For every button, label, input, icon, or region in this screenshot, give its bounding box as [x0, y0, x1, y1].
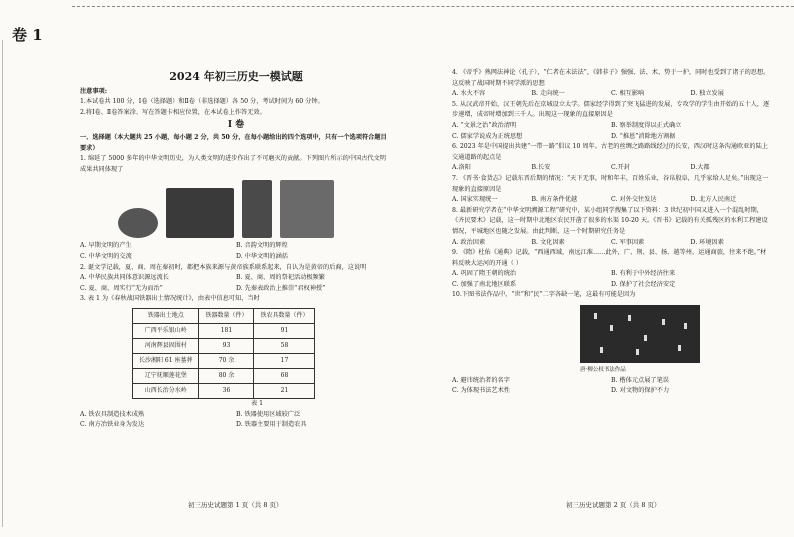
option[interactable]: C.开封: [611, 164, 630, 172]
table-cell: 68: [254, 368, 315, 383]
question-5-options: [452, 121, 770, 142]
option[interactable]: A. 避讳统治者的名字: [452, 376, 510, 384]
iron-artifacts-table: [132, 308, 315, 399]
notice-title: 注意事项:: [80, 87, 108, 95]
jade-bi-image: [118, 208, 158, 238]
table-row: [133, 323, 315, 338]
table-cell: 58: [254, 338, 315, 353]
table-cell: 93: [199, 338, 254, 353]
option[interactable]: C. 中华文明的交流: [80, 252, 132, 260]
option[interactable]: C. 对外交往发达: [611, 196, 657, 204]
option[interactable]: D. 保护了社会经济安定: [611, 280, 676, 288]
table-header: 铁器数量（件）: [199, 308, 254, 323]
option[interactable]: B. 文化因素: [531, 238, 565, 246]
option[interactable]: B. 南方条件优越: [531, 196, 578, 204]
option[interactable]: D. 中华文明的涵括: [236, 252, 288, 260]
section-heading: Ⅰ 卷: [227, 120, 245, 131]
table-row: [133, 338, 315, 353]
question-3: 3. 表 1 为《春秋战国铁器出土情况统计》，由表中信息可知，当时: [80, 295, 260, 303]
option[interactable]: A. 国家实现统一: [452, 196, 498, 204]
calligraphy-caption: 唐·柳公权书法作品: [580, 367, 626, 374]
notice-line: 2.将Ⅰ卷、Ⅱ卷答案涂、写在答题卡相应位置，在本试卷上作答无效。: [80, 108, 266, 116]
option[interactable]: D. “推恩”消除地方割据: [611, 132, 676, 140]
binding-line: [2, 40, 3, 527]
bronze-ding-image: [166, 188, 234, 238]
table-row: [133, 368, 315, 383]
question-9: 9. 《隋》杜佑《通典》记载，“西通西域，南远江淮……此外，广、荆、县、扬、越等州，运通商旅，往来不绝。”材料反映大运河的开通（ ）: [452, 249, 767, 267]
question-4: 4. 《帝乎》熟网法神论（孔子），“仁者在末法法”，《韩非子》强强、法、术、势于一护，同时也受到了诸子的思想。这反映了战国时期不同学派的思想: [452, 69, 770, 87]
question-4-options: [452, 89, 770, 100]
table-cell: 17: [254, 353, 315, 368]
question-8-options: [452, 238, 770, 249]
question-7: 7. 《晋书·食货志》记载东晋后期的情况：“天下无事，时和年丰，百姓乐业，谷帛殷阜，几乎家给人足矣。”出现这一现象的直接原因是: [452, 174, 769, 193]
table-cell: 21: [254, 383, 315, 398]
table-cell: 80 余: [199, 368, 254, 383]
question-1: 1. 绵延了 5000 多年的中华文明历史，为人类文明的进步作出了不可磨灭的贡献。下列图片所示的中国古代文明成果共同体现了: [80, 155, 386, 173]
option[interactable]: D. 独立发展: [690, 90, 724, 98]
table-cell: 辽宁抚顺莲花堡: [133, 368, 199, 383]
notice-line: 1.本试卷共 100 分，Ⅰ卷（选择题）和Ⅱ卷（非选择题）各 50 分，考试时间为 60 分钟。: [80, 98, 324, 106]
top-dashed-border: [72, 6, 794, 7]
question-2: 2. 诞文学记载，夏、商、周在秦初时，都把本族来源与黄帝族系联系起来，自认为是黄帝的后裔，这说明: [80, 263, 367, 271]
option[interactable]: D. 先秦表政治上推崇“君权神授”: [236, 284, 326, 292]
table-cell: 36: [199, 383, 254, 398]
page-1: [80, 68, 392, 431]
option[interactable]: C. 军事因素: [611, 238, 645, 246]
table-cell: 长沙湘阳 61 座墓葬: [133, 353, 199, 368]
option[interactable]: A. 水火不容: [452, 90, 486, 98]
option[interactable]: D. 铁器主要用于制造农具: [236, 421, 307, 429]
option[interactable]: B.长安: [531, 164, 551, 172]
option[interactable]: B. 铁器使用区域较广泛: [236, 410, 301, 418]
option[interactable]: B. 楷体元点展了笔误: [611, 376, 669, 384]
page-2-footer: 初三历史试题第 2 页（共 8 页）: [566, 501, 661, 509]
option[interactable]: A. 巩固了隋王朝的统治: [452, 270, 517, 278]
option[interactable]: C. 为体现书法艺术性: [452, 387, 510, 395]
part-heading: 一、选择题（本大题共 25 小题，每小题 2 分，共 50 分，在每小题给出的四个选项中，只有一个选项符合题目要求）: [80, 133, 387, 152]
table-cell: 山西长治分水岭: [133, 383, 199, 398]
option[interactable]: A. 铁农具制造技术成熟: [80, 410, 145, 418]
question-1-options: [80, 241, 392, 262]
table-header: 铁器出土地点: [133, 308, 199, 323]
option[interactable]: C. 加强了南北地区联系: [452, 280, 517, 288]
table-cell: 河南辉县固围村: [133, 338, 199, 353]
option[interactable]: D. 环境因素: [690, 238, 724, 246]
table-header-row: [133, 308, 315, 323]
volume-label: 卷 1: [12, 26, 43, 44]
exam-title: 2024 年初三历史一模试题: [169, 70, 303, 83]
option[interactable]: C. 儒家学说成为正统思想: [452, 132, 523, 140]
option[interactable]: A. 早期文明的产生: [80, 242, 132, 250]
question-6: 6. 2023 年是中国提出共建“一带一路”倡议 10 周年。古老的丝绸之路路线经过的长安，西汉时这条沟通欧亚的陆上交通道路的起点是: [452, 143, 768, 161]
option[interactable]: B. 有利于中外经济往来: [611, 270, 676, 278]
option[interactable]: A. “文景之治”政治清明: [452, 121, 517, 129]
question-7-options: [452, 195, 770, 206]
table-cell: 181: [199, 323, 254, 338]
table-row: [133, 383, 315, 398]
calligraphy-image: [580, 305, 700, 363]
question-2-options: [80, 273, 392, 294]
question-10-options: [452, 376, 770, 397]
option[interactable]: C. 夏、商、周实行“无为而治”: [80, 284, 163, 292]
question-8: 8. 最新研究学者在“中华文明溯源工程”研究中，某小组同学搜集了以下资料：3 世纪初中国又进入一个混乱时期，《齐民要术》记载，这一时期中北地区农民开凿了很多的水渠 10-20 天。《晋书》记载的有关孤残区的水利工程建设情况，平城地区也随之发展。由此判断，这一个时期研究任务是: [452, 206, 768, 235]
option[interactable]: D. 北方人民南迁: [690, 196, 737, 204]
option[interactable]: A.洛阳: [452, 164, 471, 172]
question-5: 5. 从汉武帝开始，汉王朝先后在京城设立太学。儒家经学得到了突飞猛进的发展，专攻学的学生由开始的五十人，逐步递增，成帝时增加到三千人。出现这一现象的直接原因是: [452, 100, 770, 119]
table-cell: 91: [254, 323, 315, 338]
question-9-options: [452, 269, 770, 290]
option[interactable]: D. 对文物的保护不力: [611, 387, 670, 395]
question-1-images: [118, 178, 392, 238]
option[interactable]: B. 察举制度得以正式确立: [611, 121, 682, 129]
table-caption: 表 1: [250, 399, 264, 407]
question-3-options: [80, 410, 392, 431]
question-10: 10.下图书法作品中，“世”和“民”二字各缺一笔，这最有可能是因为: [452, 291, 636, 299]
table-header: 铁农具数量（件）: [254, 308, 315, 323]
option[interactable]: B. 走向统一: [531, 90, 565, 98]
option[interactable]: D.大都: [690, 164, 710, 172]
page-1-footer: 初三历史试题第 1 页（共 8 页）: [188, 501, 283, 509]
table-cell: 广西平乐银山岭: [133, 323, 199, 338]
oracle-bone-image: [280, 180, 334, 238]
bronze-figure-image: [242, 180, 272, 238]
option[interactable]: A. 政治因素: [452, 238, 486, 246]
question-6-options: [452, 163, 770, 174]
option[interactable]: B. 音韵文明的辉煌: [236, 242, 288, 250]
option[interactable]: C. 相互影响: [611, 90, 645, 98]
table-row: [133, 353, 315, 368]
table-cell: 70 余: [199, 353, 254, 368]
option[interactable]: A. 中华民族共同体意识源远流长: [80, 274, 169, 282]
option[interactable]: C. 南方冶铁业身为发达: [80, 421, 145, 429]
page-2: [452, 68, 770, 397]
option[interactable]: B. 夏、商、周的祭祀活动极频繁: [236, 274, 325, 282]
